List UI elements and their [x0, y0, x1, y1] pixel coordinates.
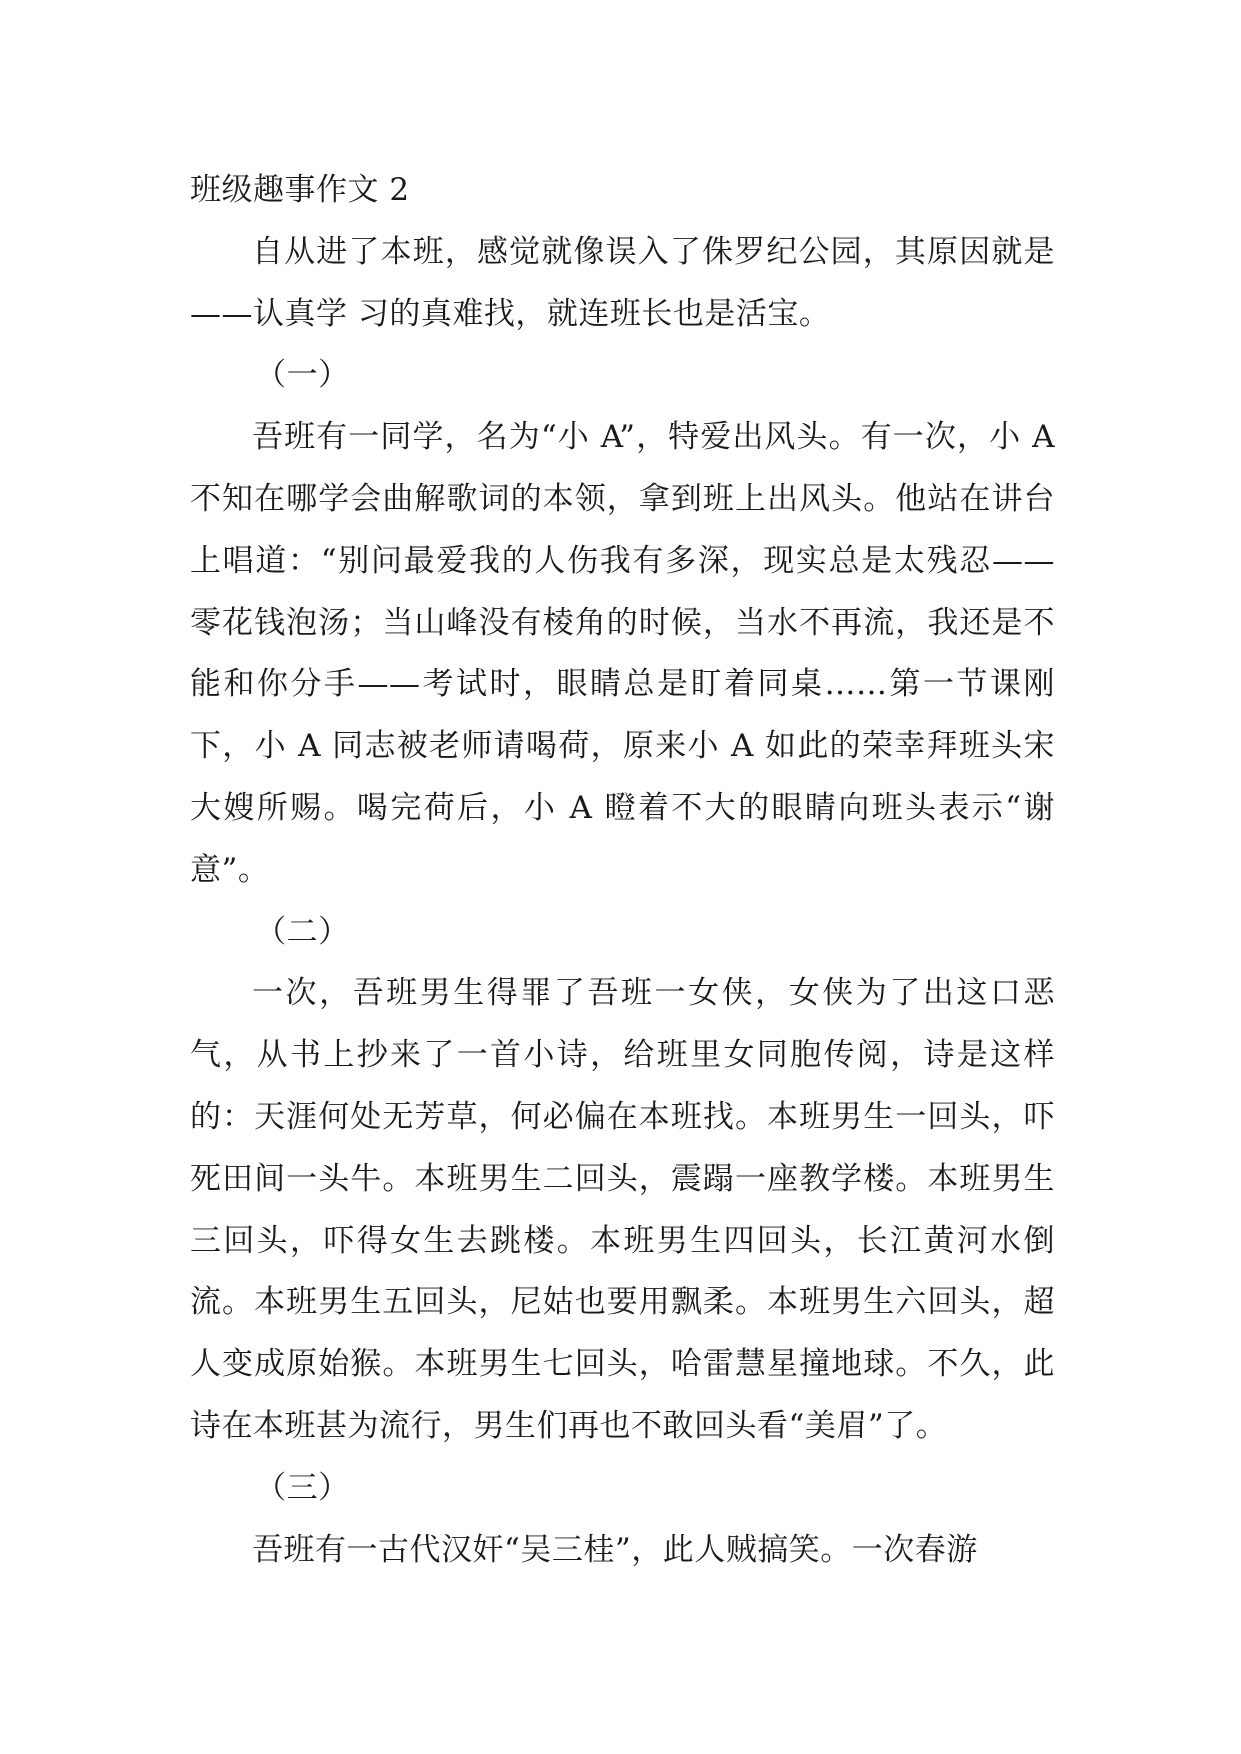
section-heading-2: （二） [255, 913, 350, 950]
document-page [190, 160, 1055, 1581]
section-1-paragraph: 吾班有一同学，名为“小 A”，特爱出风头。有一次，小 A 不知在哪学会曲解歌词的本领，拿到班上出风头。他站在讲台上唱道：“别问最爱我的人伤我有多深，现实总是太残忍——零花钱泡汤；当山峰没有棱角的时候，当水不再流，我还是不能和你分手——考试时，眼睛总是盯着同桌……第一节课刚下，小 A 同志被老师请喝荷，原来小 A 如此的荣幸拜班头宋大嫂所赐。喝完荷后，小 A 瞪着不大的眼睛向班头表示“谢意”。 [190, 419, 1055, 888]
document-title: 班级趣事作文 2 [190, 172, 410, 208]
section-heading-1: （一） [255, 357, 350, 394]
intro-paragraph: 自从进了本班，感觉就像误入了侏罗纪公园，其原因就是——认真学 习的真难找，就连班长也是活宝。 [190, 233, 1055, 332]
section-3-paragraph: 吾班有一古代汉奸“吴三桂”，此人贼搞笑。一次春游 [252, 1531, 978, 1568]
section-heading-3: （三） [255, 1469, 350, 1506]
section-2-paragraph: 一次，吾班男生得罪了吾班一女侠，女侠为了出这口恶气，从书上抄来了一首小诗，给班里女同胞传阅，诗是这样的：天涯何处无芳草，何必偏在本班找。本班男生一回头，吓死田间一头牛。本班男生二回头，震蹋一座教学楼。本班男生三回头，吓得女生去跳楼。本班男生四回头，长江黄河水倒流。本班男生五回头，尼姑也要用飘柔。本班男生六回头，超人变成原始猴。本班男生七回头，哈雷慧星撞地球。不久，此诗在本班甚为流行，男生们再也不敢回头看“美眉”了。 [190, 975, 1055, 1444]
